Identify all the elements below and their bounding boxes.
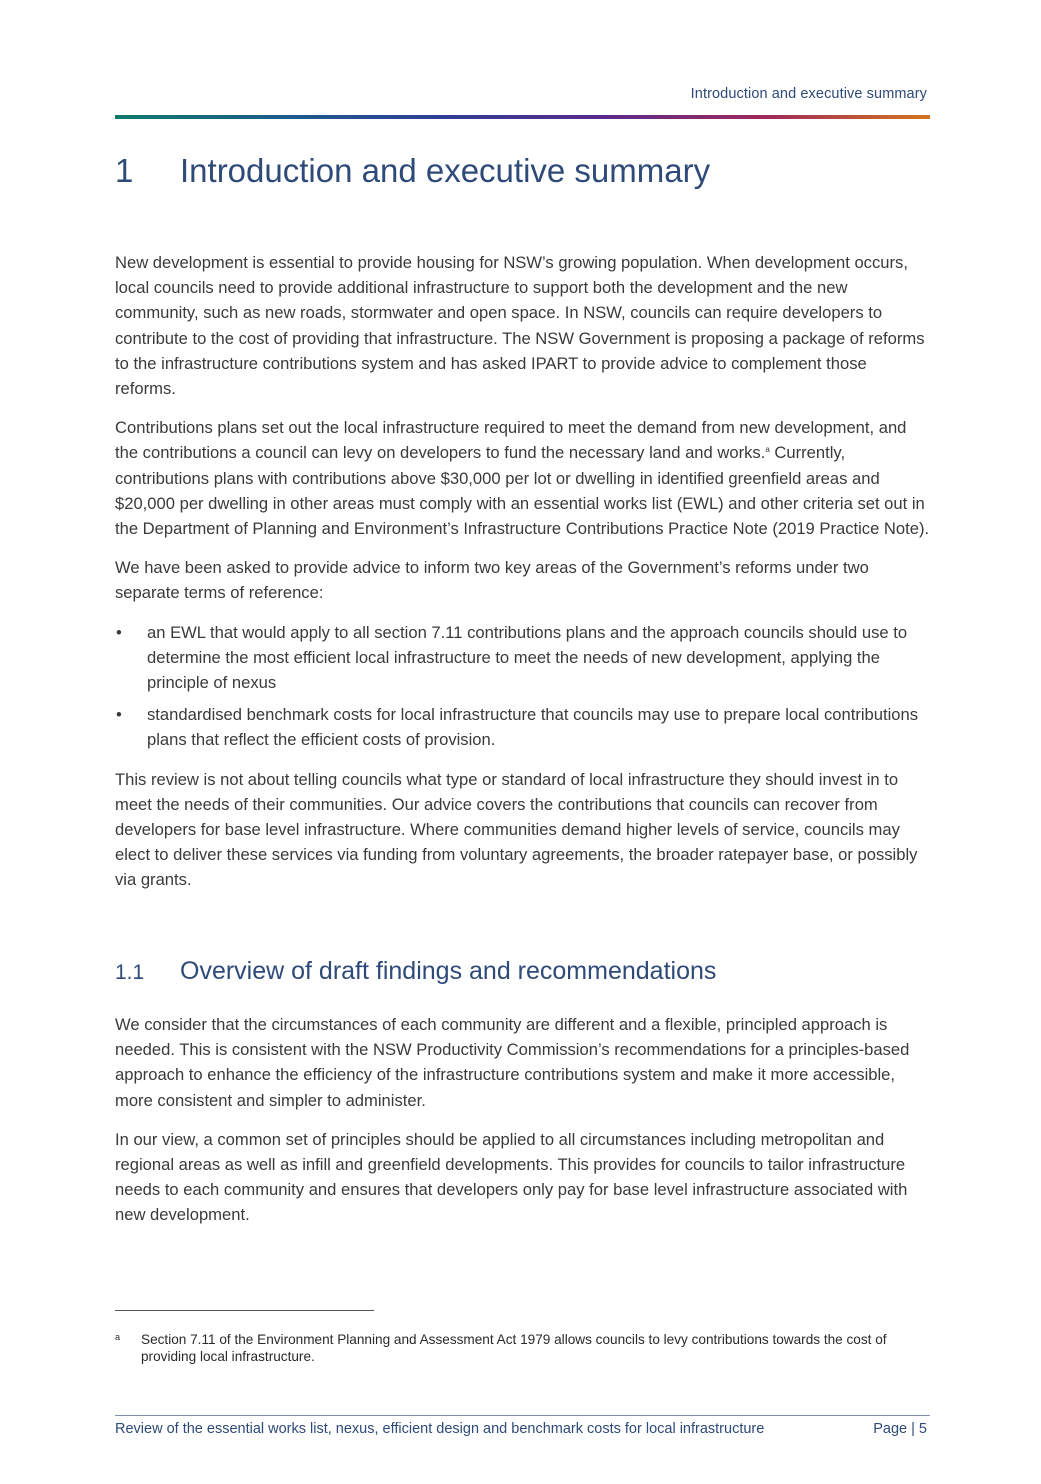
list-item bbox=[115, 702, 930, 752]
paragraph-text: Currently, contributions plans with contributions above $30,000 per lot or dwelling in identified greenfield areas and $20,000 per dwelling in other areas must comply with an essential works list (EWL) and other criteria set out in the Department of Planning and Environment’s Infrastructure Contributions Practice Note (2019 Practice Note). bbox=[115, 443, 930, 539]
footer-document-title: Review of the essential works list, nexus, efficient design and benchmark costs for local infrastructure bbox=[115, 1421, 765, 1437]
footer-divider bbox=[115, 1415, 930, 1416]
section-body bbox=[115, 250, 930, 907]
paragraph: We have been asked to provide advice to inform two key areas of the Government’s reforms under two separate terms of reference: bbox=[115, 558, 869, 603]
footnote bbox=[115, 1331, 930, 1365]
header-gradient-rule bbox=[115, 115, 930, 119]
footnote-text: Section 7.11 of the Environment Planning and Assessment Act 1979 allows councils to levy contributions towards the cost of providing local infrastructure. bbox=[141, 1332, 887, 1364]
paragraph: We consider that the circumstances of each community are different and a flexible, principled approach is needed. This is consistent with the NSW Productivity Commission’s recommendations for a principles-based approach to enhance the efficiency of the infrastructure contributions system and make it more accessible, more consistent and simpler to administer. bbox=[115, 1015, 910, 1110]
page-number: Page | 5 bbox=[873, 1421, 927, 1437]
paragraph: New development is essential to provide housing for NSW’s growing population. When development occurs, local councils need to provide additional infrastructure to support both the development and the new community, such as new roads, stormwater and open space. In NSW, councils can require developers to contribute to the cost of providing that infrastructure. The NSW Government is proposing a package of reforms to the infrastructure contributions system and has asked IPART to provide advice to complement those reforms. bbox=[115, 253, 925, 399]
paragraph: In our view, a common set of principles should be applied to all circumstances including metropolitan and regional areas as well as infill and greenfield developments. This provides for councils to tailor infrastructure needs to each community and ensures that developers only pay for base level infrastructure associated with new development. bbox=[115, 1129, 908, 1225]
subsection-number: 1.1 bbox=[115, 961, 145, 984]
footnote-mark: a bbox=[115, 1332, 121, 1342]
list-item bbox=[115, 620, 930, 696]
bullet-list bbox=[115, 620, 930, 753]
bullet-icon: • bbox=[116, 705, 122, 725]
list-item-text: standardised benchmark costs for local infrastructure that councils may use to prepare local contributions plans that reflect the efficient costs of provision. bbox=[147, 705, 919, 750]
paragraph-text: Contributions plans set out the local infrastructure required to meet the demand from new development, and the contributions a council can levy on developers to fund the necessary land and works. bbox=[115, 418, 907, 463]
bullet-icon: • bbox=[116, 622, 122, 642]
subsection-body bbox=[115, 1012, 930, 1242]
section-heading bbox=[115, 152, 710, 190]
running-header: Introduction and executive summary bbox=[690, 86, 927, 102]
list-item-text: an EWL that would apply to all section 7.11 contributions plans and the approach councils should use to determine the most efficient local infrastructure to meet the needs of new development, applying the principle of nexus bbox=[147, 622, 908, 693]
paragraph: This review is not about telling councils what type or standard of local infrastructure they should invest in to meet the needs of their communities. Our advice covers the contributions that councils can recover from developers for base level infrastructure. Where communities demand higher levels of service, councils may elect to deliver these services via funding from voluntary agreements, the broader ratepayer base, or possibly via grants. bbox=[115, 769, 918, 890]
paragraph bbox=[115, 415, 930, 541]
section-title: Introduction and executive summary bbox=[180, 152, 711, 189]
subsection-title: Overview of draft findings and recommendations bbox=[180, 957, 717, 985]
footnote-divider bbox=[115, 1310, 374, 1311]
footnote-reference[interactable]: a bbox=[765, 445, 770, 455]
section-number: 1 bbox=[115, 152, 134, 189]
subsection-heading bbox=[115, 957, 716, 986]
